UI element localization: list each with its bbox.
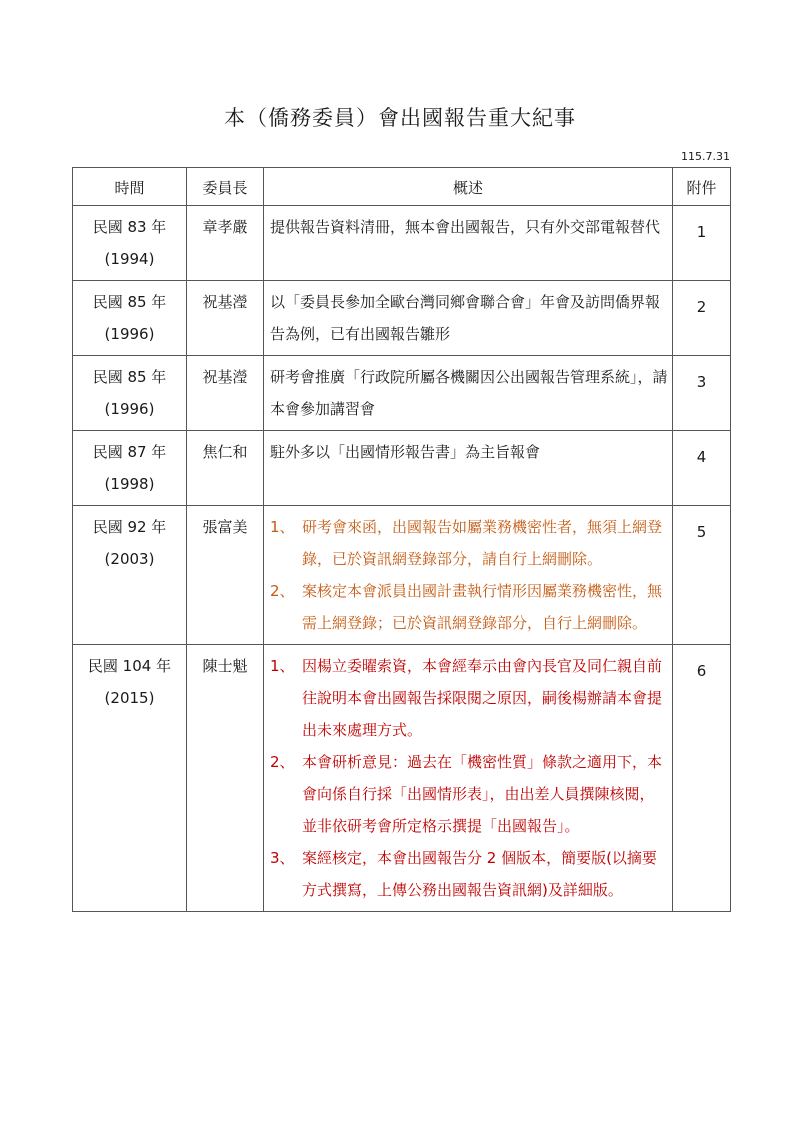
header-time: 時間 (73, 168, 187, 206)
time-cell (73, 206, 187, 281)
chair-cell: 祝基瀅 (187, 356, 264, 431)
time-cell (73, 645, 187, 912)
attachment-cell: 6 (673, 645, 731, 912)
chair-cell: 章孝嚴 (187, 206, 264, 281)
item-text: 研考會來函，出國報告如屬業務機密性者，無須上網登錄，已於資訊網登錄部分，請自行上網刪除。 (302, 518, 663, 568)
header-attachment: 附件 (673, 168, 731, 206)
year-roc: 民國 85 年 (92, 293, 167, 311)
item-number: 1、 (270, 518, 295, 536)
table-row (73, 506, 731, 645)
header-summary: 概述 (264, 168, 673, 206)
attachment-cell: 3 (673, 356, 731, 431)
year-roc: 民國 92 年 (92, 518, 167, 536)
summary-list (270, 511, 668, 639)
time-cell (73, 506, 187, 645)
table-header-row (73, 168, 731, 206)
item-text: 本會研析意見：過去在「機密性質」條款之適用下，本會向係自行採「出國情形表」，由出差人員撰陳核閱，並非依研考會所定格示撰提「出國報告」。 (302, 753, 663, 835)
summary-cell: 提供報告資料清冊，無本會出國報告，只有外交部電報替代 (264, 206, 673, 281)
item-number: 2、 (270, 582, 295, 600)
chronology-table (72, 167, 731, 912)
item-text: 案經核定，本會出國報告分 2 個版本，簡要版(以摘要方式撰寫，上傳公務出國報告資訊網)及詳細版。 (302, 849, 657, 899)
attachment-cell: 1 (673, 206, 731, 281)
header-chair: 委員長 (187, 168, 264, 206)
attachment-cell: 5 (673, 506, 731, 645)
summary-cell: 駐外多以「出國情形報告書」為主旨報會 (264, 431, 673, 506)
year-roc: 民國 87 年 (92, 443, 167, 461)
year-roc: 民國 83 年 (92, 218, 167, 236)
time-cell (73, 356, 187, 431)
item-number: 1、 (270, 657, 295, 675)
list-item (270, 746, 668, 842)
summary-cell (264, 645, 673, 912)
chair-cell: 焦仁和 (187, 431, 264, 506)
summary-cell: 研考會推廣「行政院所屬各機關因公出國報告管理系統」，請本會參加講習會 (264, 356, 673, 431)
attachment-cell: 4 (673, 431, 731, 506)
chair-cell: 祝基瀅 (187, 281, 264, 356)
item-number: 3、 (270, 849, 295, 867)
item-text: 案核定本會派員出國計畫執行情形因屬業務機密性，無需上網登錄；已於資訊網登錄部分，自行上網刪除。 (302, 582, 663, 632)
summary-cell: 以「委員長參加全歐台灣同鄉會聯合會」年會及訪問僑界報告為例，已有出國報告雛形 (264, 281, 673, 356)
table-row (73, 206, 731, 281)
year-ad: (1996) (104, 325, 155, 343)
item-text: 因楊立委曜索資，本會經奉示由會內長官及同仁親自前往說明本會出國報告採限閱之原因，嗣後楊辦請本會提出未來處理方式。 (302, 657, 663, 739)
time-cell (73, 281, 187, 356)
attachment-cell: 2 (673, 281, 731, 356)
year-ad: (1998) (104, 475, 155, 493)
year-roc: 民國 85 年 (92, 368, 167, 386)
year-roc: 民國 104 年 (87, 657, 172, 675)
chair-cell: 陳士魁 (187, 645, 264, 912)
year-ad: (1996) (104, 400, 155, 418)
chair-cell: 張富美 (187, 506, 264, 645)
list-item (270, 511, 668, 575)
time-cell (73, 431, 187, 506)
table-row (73, 281, 731, 356)
table-row (73, 356, 731, 431)
list-item (270, 842, 668, 906)
table-row (73, 645, 731, 912)
summary-list (270, 650, 668, 906)
list-item (270, 650, 668, 746)
year-ad: (2003) (104, 550, 155, 568)
summary-cell (264, 506, 673, 645)
table-row (73, 431, 731, 506)
item-number: 2、 (270, 753, 295, 771)
list-item (270, 575, 668, 639)
year-ad: (1994) (104, 250, 155, 268)
year-ad: (2015) (104, 689, 155, 707)
document-title: 本（僑務委員）會出國報告重大紀事 (224, 106, 576, 130)
document-date: 115.7.31 (681, 150, 730, 163)
